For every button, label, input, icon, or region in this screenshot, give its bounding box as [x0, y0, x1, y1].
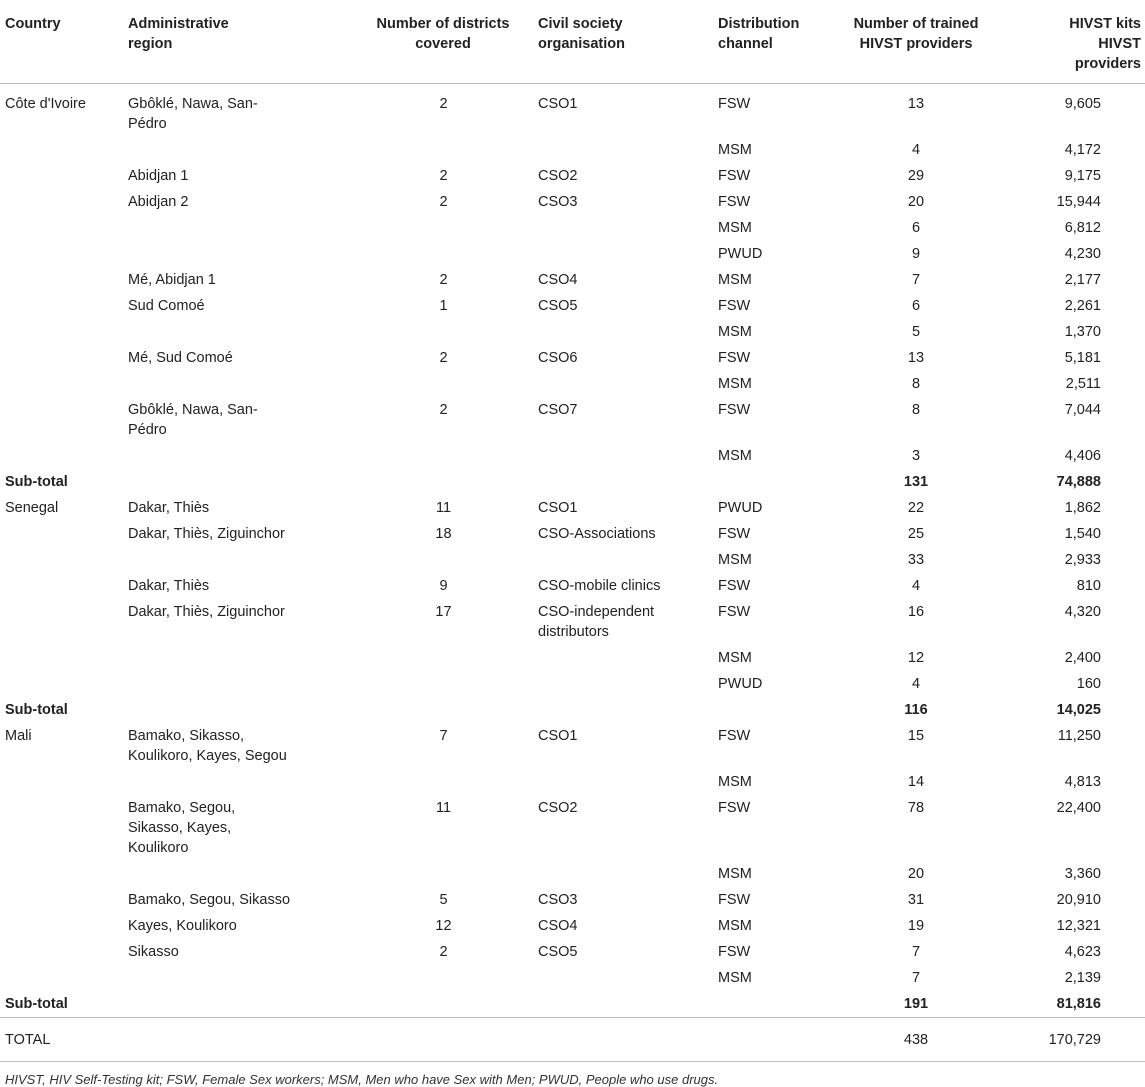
cell-kits: 2,177 [1064, 272, 1101, 288]
cell-cso: CSO2 [538, 168, 578, 184]
cell-channel: PWUD [718, 676, 763, 692]
cell-districts: 2 [439, 350, 448, 366]
cell-providers: 7 [911, 944, 921, 960]
cell-region: Dakar, Thiès [128, 500, 210, 516]
cell-country [0, 371, 123, 397]
cell-channel: MSM [718, 774, 752, 790]
cell-districts [353, 769, 533, 795]
table-row [0, 913, 1145, 939]
cell-providers: 6 [911, 220, 921, 236]
cell-region: Gbôklé, Nawa, San-Pédro [128, 402, 258, 438]
header-cso: Civil society organisation [533, 0, 713, 84]
cell-channel: FSW [718, 800, 751, 816]
table-row [0, 645, 1145, 671]
cell-channel: FSW [718, 96, 751, 112]
cell-region: Mé, Sud Comoé [128, 350, 233, 366]
cell-country [0, 319, 123, 345]
cell-channel: FSW [718, 350, 751, 366]
cell-country [0, 861, 123, 887]
cell-providers: 438 [833, 1018, 998, 1062]
table-row [0, 795, 1145, 861]
cell-districts: 5 [439, 892, 448, 908]
cell-providers: 7 [911, 272, 921, 288]
cell-channel: FSW [718, 402, 751, 418]
cell-country [0, 671, 123, 697]
table-row [0, 521, 1145, 547]
cell-districts: 12 [435, 918, 452, 934]
table-row [0, 547, 1145, 573]
cell-cso [533, 1018, 713, 1062]
cell-country: Sub-total [5, 474, 68, 490]
cell-channel: MSM [718, 970, 752, 986]
cell-districts: 11 [435, 500, 452, 516]
cell-country: Sub-total [5, 996, 68, 1012]
cell-country [0, 769, 123, 795]
table-row [0, 267, 1145, 293]
cell-channel: MSM [718, 142, 752, 158]
table-row [0, 345, 1145, 371]
cell-kits: 6,812 [1064, 220, 1101, 236]
cell-kits: 160 [1076, 676, 1101, 692]
cell-country: Mali [5, 728, 32, 744]
cell-region: Bamako, Segou, Sikasso, Kayes, Koulikoro [128, 800, 236, 856]
table-row [0, 599, 1145, 645]
table-row [0, 189, 1145, 215]
cell-country [0, 163, 123, 189]
cell-cso: CSO-mobile clinics [538, 578, 661, 594]
cell-providers: 20 [907, 866, 925, 882]
cell-districts [353, 965, 533, 991]
cell-region [123, 697, 353, 723]
cell-kits: 9,175 [1064, 168, 1101, 184]
cell-country [0, 795, 123, 861]
cell-districts: 9 [439, 578, 448, 594]
cell-districts: 1 [439, 298, 448, 314]
cell-country [0, 547, 123, 573]
cell-country [0, 521, 123, 547]
table-row [0, 163, 1145, 189]
cell-channel: MSM [718, 918, 752, 934]
cell-providers: 25 [907, 526, 925, 542]
cell-kits: 2,933 [1064, 552, 1101, 568]
cell-districts: 2 [439, 272, 448, 288]
cell-districts [353, 371, 533, 397]
cell-region [123, 1018, 353, 1062]
header-row [0, 0, 1145, 84]
cell-channel: MSM [718, 220, 752, 236]
cell-channel: MSM [718, 324, 752, 340]
cell-cso: CSO2 [538, 800, 578, 816]
cell-districts [353, 443, 533, 469]
table-row [0, 397, 1145, 443]
cell-channel: FSW [718, 526, 751, 542]
cell-country [0, 241, 123, 267]
cell-region: Dakar, Thiès, Ziguinchor [128, 526, 285, 542]
cell-channel: MSM [718, 448, 752, 464]
cell-channel: FSW [718, 892, 751, 908]
header-providers: Number of trained HIVST providers [833, 0, 998, 84]
cell-kits: 170,729 [998, 1018, 1145, 1062]
cell-kits: 4,406 [1064, 448, 1101, 464]
table-footnote: HIVST, HIV Self-Testing kit; FSW, Female Sex workers; MSM, Men who have Sex with Men; PWUD, People who use drugs. [5, 1072, 719, 1087]
cell-region: Gbôklé, Nawa, San-Pédro [128, 96, 258, 132]
subtotal-row [0, 697, 1145, 723]
cell-cso [533, 671, 713, 697]
cell-country: Côte d'Ivoire [5, 96, 86, 112]
cell-country [0, 645, 123, 671]
cell-channel: FSW [718, 578, 751, 594]
cell-districts [353, 319, 533, 345]
cell-country [0, 137, 123, 163]
cell-providers: 31 [907, 892, 925, 908]
subtotal-row [0, 991, 1145, 1018]
table-row [0, 861, 1145, 887]
header-channel: Distribution channel [713, 0, 833, 84]
cell-region [123, 241, 353, 267]
cell-kits: 9,605 [1064, 96, 1101, 112]
cell-cso [533, 991, 713, 1018]
cell-kits: 22,400 [1056, 800, 1101, 816]
cell-channel [713, 469, 833, 495]
cell-region [123, 443, 353, 469]
cell-cso [533, 137, 713, 163]
cell-providers: 8 [911, 376, 921, 392]
cell-region: Dakar, Thiès [128, 578, 210, 594]
cell-country [0, 965, 123, 991]
cell-providers: 29 [907, 168, 925, 184]
subtotal-row [0, 469, 1145, 495]
cell-region: Sikasso [128, 944, 179, 960]
cell-providers: 9 [911, 246, 921, 262]
table-row [0, 573, 1145, 599]
cell-providers: 4 [911, 142, 921, 158]
cell-districts: 17 [435, 604, 452, 620]
cell-districts: 2 [439, 194, 448, 210]
cell-kits: 4,172 [1064, 142, 1101, 158]
cell-cso: CSO-independent distributors [538, 604, 655, 640]
cell-kits: 5,181 [1064, 350, 1101, 366]
cell-region: Sud Comoé [128, 298, 205, 314]
cell-cso: CSO4 [538, 918, 578, 934]
cell-cso [533, 469, 713, 495]
cell-cso [533, 371, 713, 397]
cell-cso [533, 547, 713, 573]
cell-districts: 2 [439, 96, 448, 112]
cell-country [0, 599, 123, 645]
cell-country [0, 939, 123, 965]
cell-districts [353, 645, 533, 671]
cell-cso [533, 645, 713, 671]
cell-cso [533, 319, 713, 345]
cell-region [123, 671, 353, 697]
cell-districts [353, 671, 533, 697]
cell-channel [713, 991, 833, 1018]
table-row [0, 723, 1145, 769]
cell-kits: 1,370 [1064, 324, 1101, 340]
cell-channel: FSW [718, 604, 751, 620]
cell-kits: 1,862 [1064, 500, 1101, 516]
cell-cso: CSO1 [538, 96, 578, 112]
cell-kits: 4,230 [1064, 246, 1101, 262]
cell-region [123, 645, 353, 671]
cell-districts: 18 [435, 526, 452, 542]
cell-providers: 5 [911, 324, 921, 340]
cell-districts: 2 [439, 168, 448, 184]
cell-kits: 74,888 [1056, 474, 1101, 490]
cell-districts [353, 1018, 533, 1062]
cell-providers: 131 [903, 474, 929, 490]
cell-cso: CSO1 [538, 500, 578, 516]
cell-providers: 7 [911, 970, 921, 986]
cell-country [0, 293, 123, 319]
cell-kits: 11,250 [1057, 728, 1101, 744]
cell-country [0, 215, 123, 241]
cell-channel: MSM [718, 866, 752, 882]
cell-districts: 2 [439, 402, 448, 418]
cell-districts [353, 697, 533, 723]
cell-districts [353, 469, 533, 495]
cell-region: Bamako, Segou, Sikasso [128, 892, 291, 908]
cell-kits: 1,540 [1064, 526, 1101, 542]
cell-kits: 4,623 [1064, 944, 1101, 960]
cell-providers: 19 [907, 918, 925, 934]
cell-kits: 2,139 [1064, 970, 1101, 986]
table-row [0, 137, 1145, 163]
cell-cso [533, 241, 713, 267]
cell-providers: 78 [907, 800, 925, 816]
cell-channel: MSM [718, 376, 752, 392]
cell-districts: 7 [439, 728, 448, 744]
cell-districts: 2 [439, 944, 448, 960]
table-row [0, 965, 1145, 991]
table-row [0, 443, 1145, 469]
cell-country [0, 267, 123, 293]
table-row [0, 84, 1145, 138]
cell-providers: 15 [907, 728, 925, 744]
cell-channel: FSW [718, 944, 751, 960]
table-row [0, 887, 1145, 913]
table-row [0, 371, 1145, 397]
cell-districts [353, 991, 533, 1018]
cell-region [123, 371, 353, 397]
cell-kits: 3,360 [1064, 866, 1101, 882]
cell-kits: 2,261 [1064, 298, 1101, 314]
cell-providers: 4 [911, 676, 921, 692]
cell-districts: 11 [435, 800, 452, 816]
cell-providers: 12 [907, 650, 925, 666]
cell-kits: 4,320 [1064, 604, 1101, 620]
cell-region: Abidjan 2 [128, 194, 189, 210]
cell-cso [533, 861, 713, 887]
table-row [0, 939, 1145, 965]
table-row [0, 319, 1145, 345]
cell-providers: 6 [911, 298, 921, 314]
cell-kits: 20,910 [1056, 892, 1101, 908]
cell-country [0, 913, 123, 939]
cell-region: Mé, Abidjan 1 [128, 272, 216, 288]
header-region: Administrative region [123, 0, 353, 84]
cell-channel: PWUD [718, 246, 763, 262]
cell-country [0, 443, 123, 469]
cell-providers: 33 [907, 552, 925, 568]
cell-channel: MSM [718, 552, 752, 568]
cell-kits: 2,400 [1064, 650, 1101, 666]
cell-channel: MSM [718, 272, 752, 288]
cell-channel [713, 1018, 833, 1062]
cell-providers: 14 [907, 774, 925, 790]
cell-districts [353, 215, 533, 241]
cell-cso: CSO3 [538, 194, 578, 210]
total-row [0, 1018, 1145, 1062]
cell-providers: 191 [903, 996, 929, 1012]
cell-districts [353, 241, 533, 267]
cell-country: TOTAL [0, 1018, 123, 1062]
cell-cso: CSO7 [538, 402, 578, 418]
header-districts: Number of districts covered [353, 0, 533, 84]
header-kits: HIVST kits HIVST providers [998, 0, 1145, 84]
table-row [0, 495, 1145, 521]
cell-cso [533, 215, 713, 241]
cell-cso [533, 965, 713, 991]
cell-region [123, 137, 353, 163]
cell-cso: CSO6 [538, 350, 578, 366]
cell-cso: CSO5 [538, 298, 578, 314]
cell-providers: 20 [907, 194, 925, 210]
cell-providers: 3 [911, 448, 921, 464]
cell-region: Dakar, Thiès, Ziguinchor [128, 604, 285, 620]
cell-region [123, 991, 353, 1018]
cell-country: Sub-total [5, 702, 68, 718]
cell-channel: FSW [718, 728, 751, 744]
table-row [0, 215, 1145, 241]
cell-cso: CSO3 [538, 892, 578, 908]
cell-country: Senegal [5, 500, 59, 516]
cell-cso [533, 697, 713, 723]
cell-country [0, 887, 123, 913]
cell-cso [533, 443, 713, 469]
cell-providers: 13 [907, 96, 925, 112]
cell-kits: 81,816 [1056, 996, 1101, 1012]
cell-kits: 810 [1076, 578, 1101, 594]
cell-kits: 7,044 [1064, 402, 1101, 418]
cell-districts [353, 137, 533, 163]
cell-cso: CSO1 [538, 728, 578, 744]
cell-providers: 4 [911, 578, 921, 594]
table-body [0, 84, 1145, 1062]
cell-providers: 22 [907, 500, 925, 516]
cell-providers: 16 [907, 604, 925, 620]
cell-country [0, 573, 123, 599]
cell-channel: FSW [718, 194, 751, 210]
cell-kits: 12,321 [1056, 918, 1101, 934]
cell-region [123, 469, 353, 495]
cell-channel: FSW [718, 168, 751, 184]
cell-country [0, 189, 123, 215]
cell-region [123, 965, 353, 991]
cell-channel [713, 697, 833, 723]
cell-region: Kayes, Koulikoro [128, 918, 237, 934]
cell-providers: 8 [911, 402, 921, 418]
cell-kits: 2,511 [1065, 376, 1101, 392]
cell-region [123, 769, 353, 795]
cell-cso: CSO-Associations [538, 526, 656, 542]
cell-kits: 15,944 [1056, 194, 1101, 210]
cell-region [123, 861, 353, 887]
cell-region [123, 215, 353, 241]
table-row [0, 671, 1145, 697]
table-row [0, 293, 1145, 319]
cell-cso: CSO4 [538, 272, 578, 288]
cell-cso: CSO5 [538, 944, 578, 960]
cell-providers: 116 [904, 702, 928, 718]
cell-providers: 13 [907, 350, 925, 366]
table-row [0, 241, 1145, 267]
cell-districts [353, 547, 533, 573]
cell-districts [353, 861, 533, 887]
cell-region: Abidjan 1 [128, 168, 189, 184]
cell-channel: PWUD [718, 500, 763, 516]
cell-channel: FSW [718, 298, 751, 314]
cell-region: Bamako, Sikasso, Koulikoro, Kayes, Segou [128, 728, 287, 764]
cell-region [123, 547, 353, 573]
cell-kits: 14,025 [1056, 702, 1101, 718]
cell-country [0, 397, 123, 443]
cell-kits: 4,813 [1064, 774, 1101, 790]
header-country: Country [0, 0, 123, 84]
cell-cso [533, 769, 713, 795]
cell-channel: MSM [718, 650, 752, 666]
cell-region [123, 319, 353, 345]
table-row [0, 769, 1145, 795]
cell-country [0, 345, 123, 371]
